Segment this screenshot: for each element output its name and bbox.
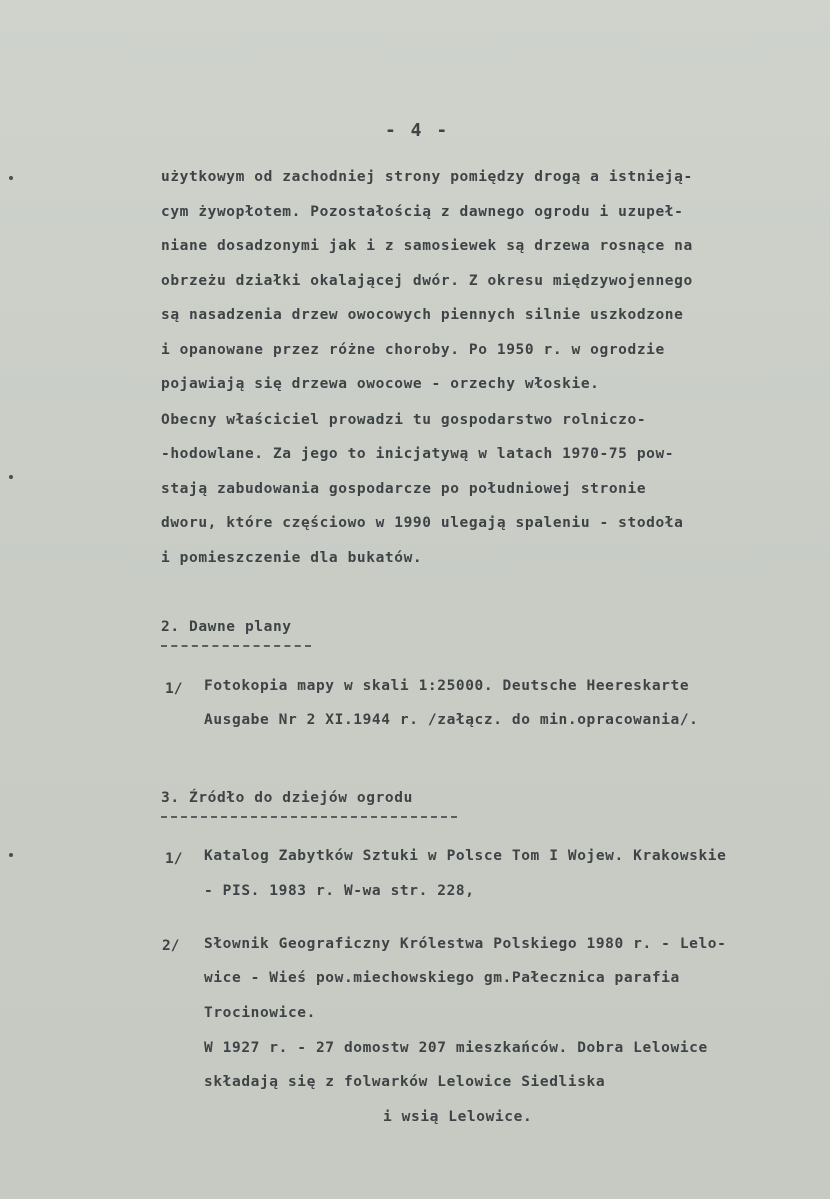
text-line: i opanowane przez różne choroby. Po 1950 r. w ogrodzie — [161, 342, 665, 358]
item-text-line: Fotokopia mapy w skali 1:25000. Deutsche Heereskarte — [204, 678, 690, 694]
text-line: pojawiają się drzewa owocowe - orzechy włoskie. — [161, 376, 600, 392]
item-text-line: Katalog Zabytków Sztuki w Polsce Tom I Wojew. Krakowskie — [204, 848, 727, 864]
item-text-line: - PIS. 1983 r. W-wa str. 228, — [204, 883, 475, 899]
text-line: stają zabudowania gospodarcze po południowej stronie — [161, 481, 647, 497]
section-heading: 3. Źródło do dziejów ogrodu — [161, 790, 413, 806]
page-number: - 4 - — [385, 120, 450, 141]
text-line: -hodowlane. Za jego to inicjatywą w latach 1970-75 pow- — [161, 446, 675, 462]
item-text-line: wice - Wieś pow.miechowskiego gm.Pałecznica parafia — [204, 970, 680, 986]
margin-mark — [9, 853, 13, 857]
heading-underline — [161, 645, 311, 647]
item-text-line: Ausgabe Nr 2 XI.1944 r. /załącz. do min.opracowania/. — [204, 712, 699, 728]
item-text-line: składają się z folwarków Lelowice Siedliska — [204, 1074, 606, 1090]
item-text-line: Słownik Geograficzny Królestwa Polskiego 1980 r. - Lelo- — [204, 936, 727, 952]
text-line: użytkowym od zachodniej strony pomiędzy drogą a istnieją- — [161, 169, 693, 185]
item-number: 1/ — [165, 851, 183, 867]
item-number: 1/ — [165, 681, 183, 697]
section-heading: 2. Dawne plany — [161, 619, 292, 635]
item-number: 2/ — [162, 938, 180, 954]
text-line: dworu, które częściowo w 1990 ulegają spaleniu - stodoła — [161, 515, 684, 531]
item-text-line: Trocinowice. — [204, 1005, 316, 1021]
margin-mark — [9, 475, 13, 479]
text-line: obrzeżu działki okalającej dwór. Z okresu międzywojennego — [161, 273, 693, 289]
item-text-line: W 1927 r. - 27 domostw 207 mieszkańców. Dobra Lelowice — [204, 1040, 708, 1056]
item-text-line: i wsią Lelowice. — [383, 1109, 533, 1125]
text-line: cym żywopłotem. Pozostałością z dawnego ogrodu i uzupeł- — [161, 204, 684, 220]
text-line: i pomieszczenie dla bukatów. — [161, 550, 423, 566]
text-line: niane dosadzonymi jak i z samosiewek są drzewa rosnące na — [161, 238, 693, 254]
text-line: są nasadzenia drzew owocowych piennych silnie uszkodzone — [161, 307, 684, 323]
text-line: Obecny właściciel prowadzi tu gospodarstwo rolniczo- — [161, 412, 647, 428]
heading-underline — [161, 816, 457, 818]
margin-mark — [9, 176, 13, 180]
